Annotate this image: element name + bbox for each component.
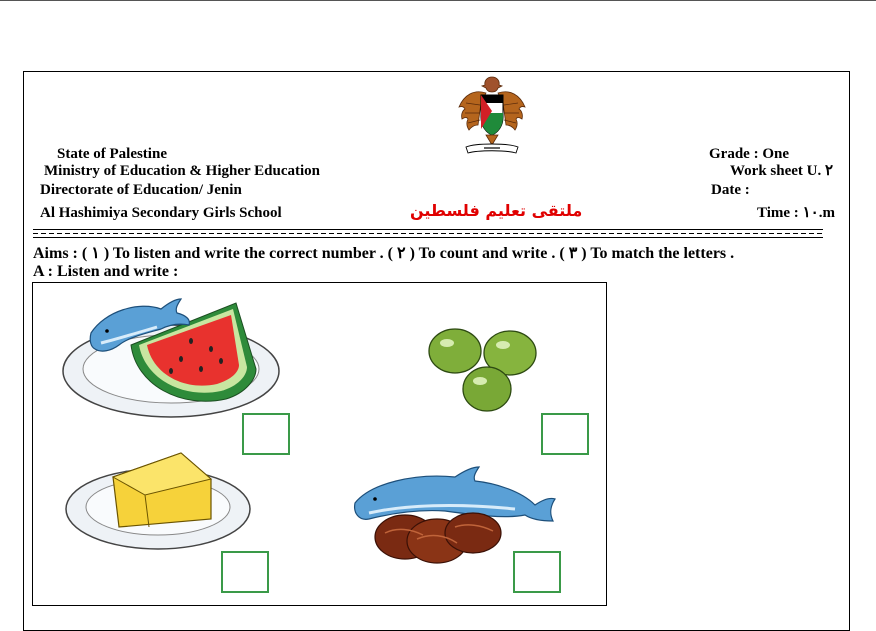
header-worksheet: Work sheet U. ٢ [730, 163, 834, 179]
header-state: State of Palestine [57, 146, 167, 162]
palestine-eagle-emblem-icon [456, 73, 528, 159]
answer-box-olives[interactable] [541, 413, 589, 455]
top-page-rule [0, 0, 876, 1]
dashed-separator [33, 229, 823, 238]
arabic-forum-label: ملتقى تعليم فلسطين [410, 201, 583, 220]
header-time: Time : ١٠.m [757, 205, 835, 221]
section-a-title: A : Listen and write : [33, 263, 179, 280]
header-date: Date : [711, 182, 750, 198]
header-directorate: Directorate of Education/ Jenin [40, 182, 242, 198]
aims-text: Aims : ( ١ ) To listen and write the correct number . ( ٢ ) To count and write . ( ٣ ) To match the letters . [33, 245, 735, 262]
header-ministry: Ministry of Education & Higher Education [44, 163, 320, 179]
olives-icon [425, 323, 545, 415]
listen-and-write-picture-box [32, 282, 607, 606]
header-grade: Grade : One [709, 146, 789, 162]
answer-box-watermelon[interactable] [242, 413, 290, 455]
header-school: Al Hashimiya Secondary Girls School [40, 205, 282, 221]
answer-box-cheese[interactable] [221, 551, 269, 593]
answer-box-dates[interactable] [513, 551, 561, 593]
dolphin-watermelon-icon [61, 289, 291, 425]
cheese-icon [63, 449, 253, 553]
